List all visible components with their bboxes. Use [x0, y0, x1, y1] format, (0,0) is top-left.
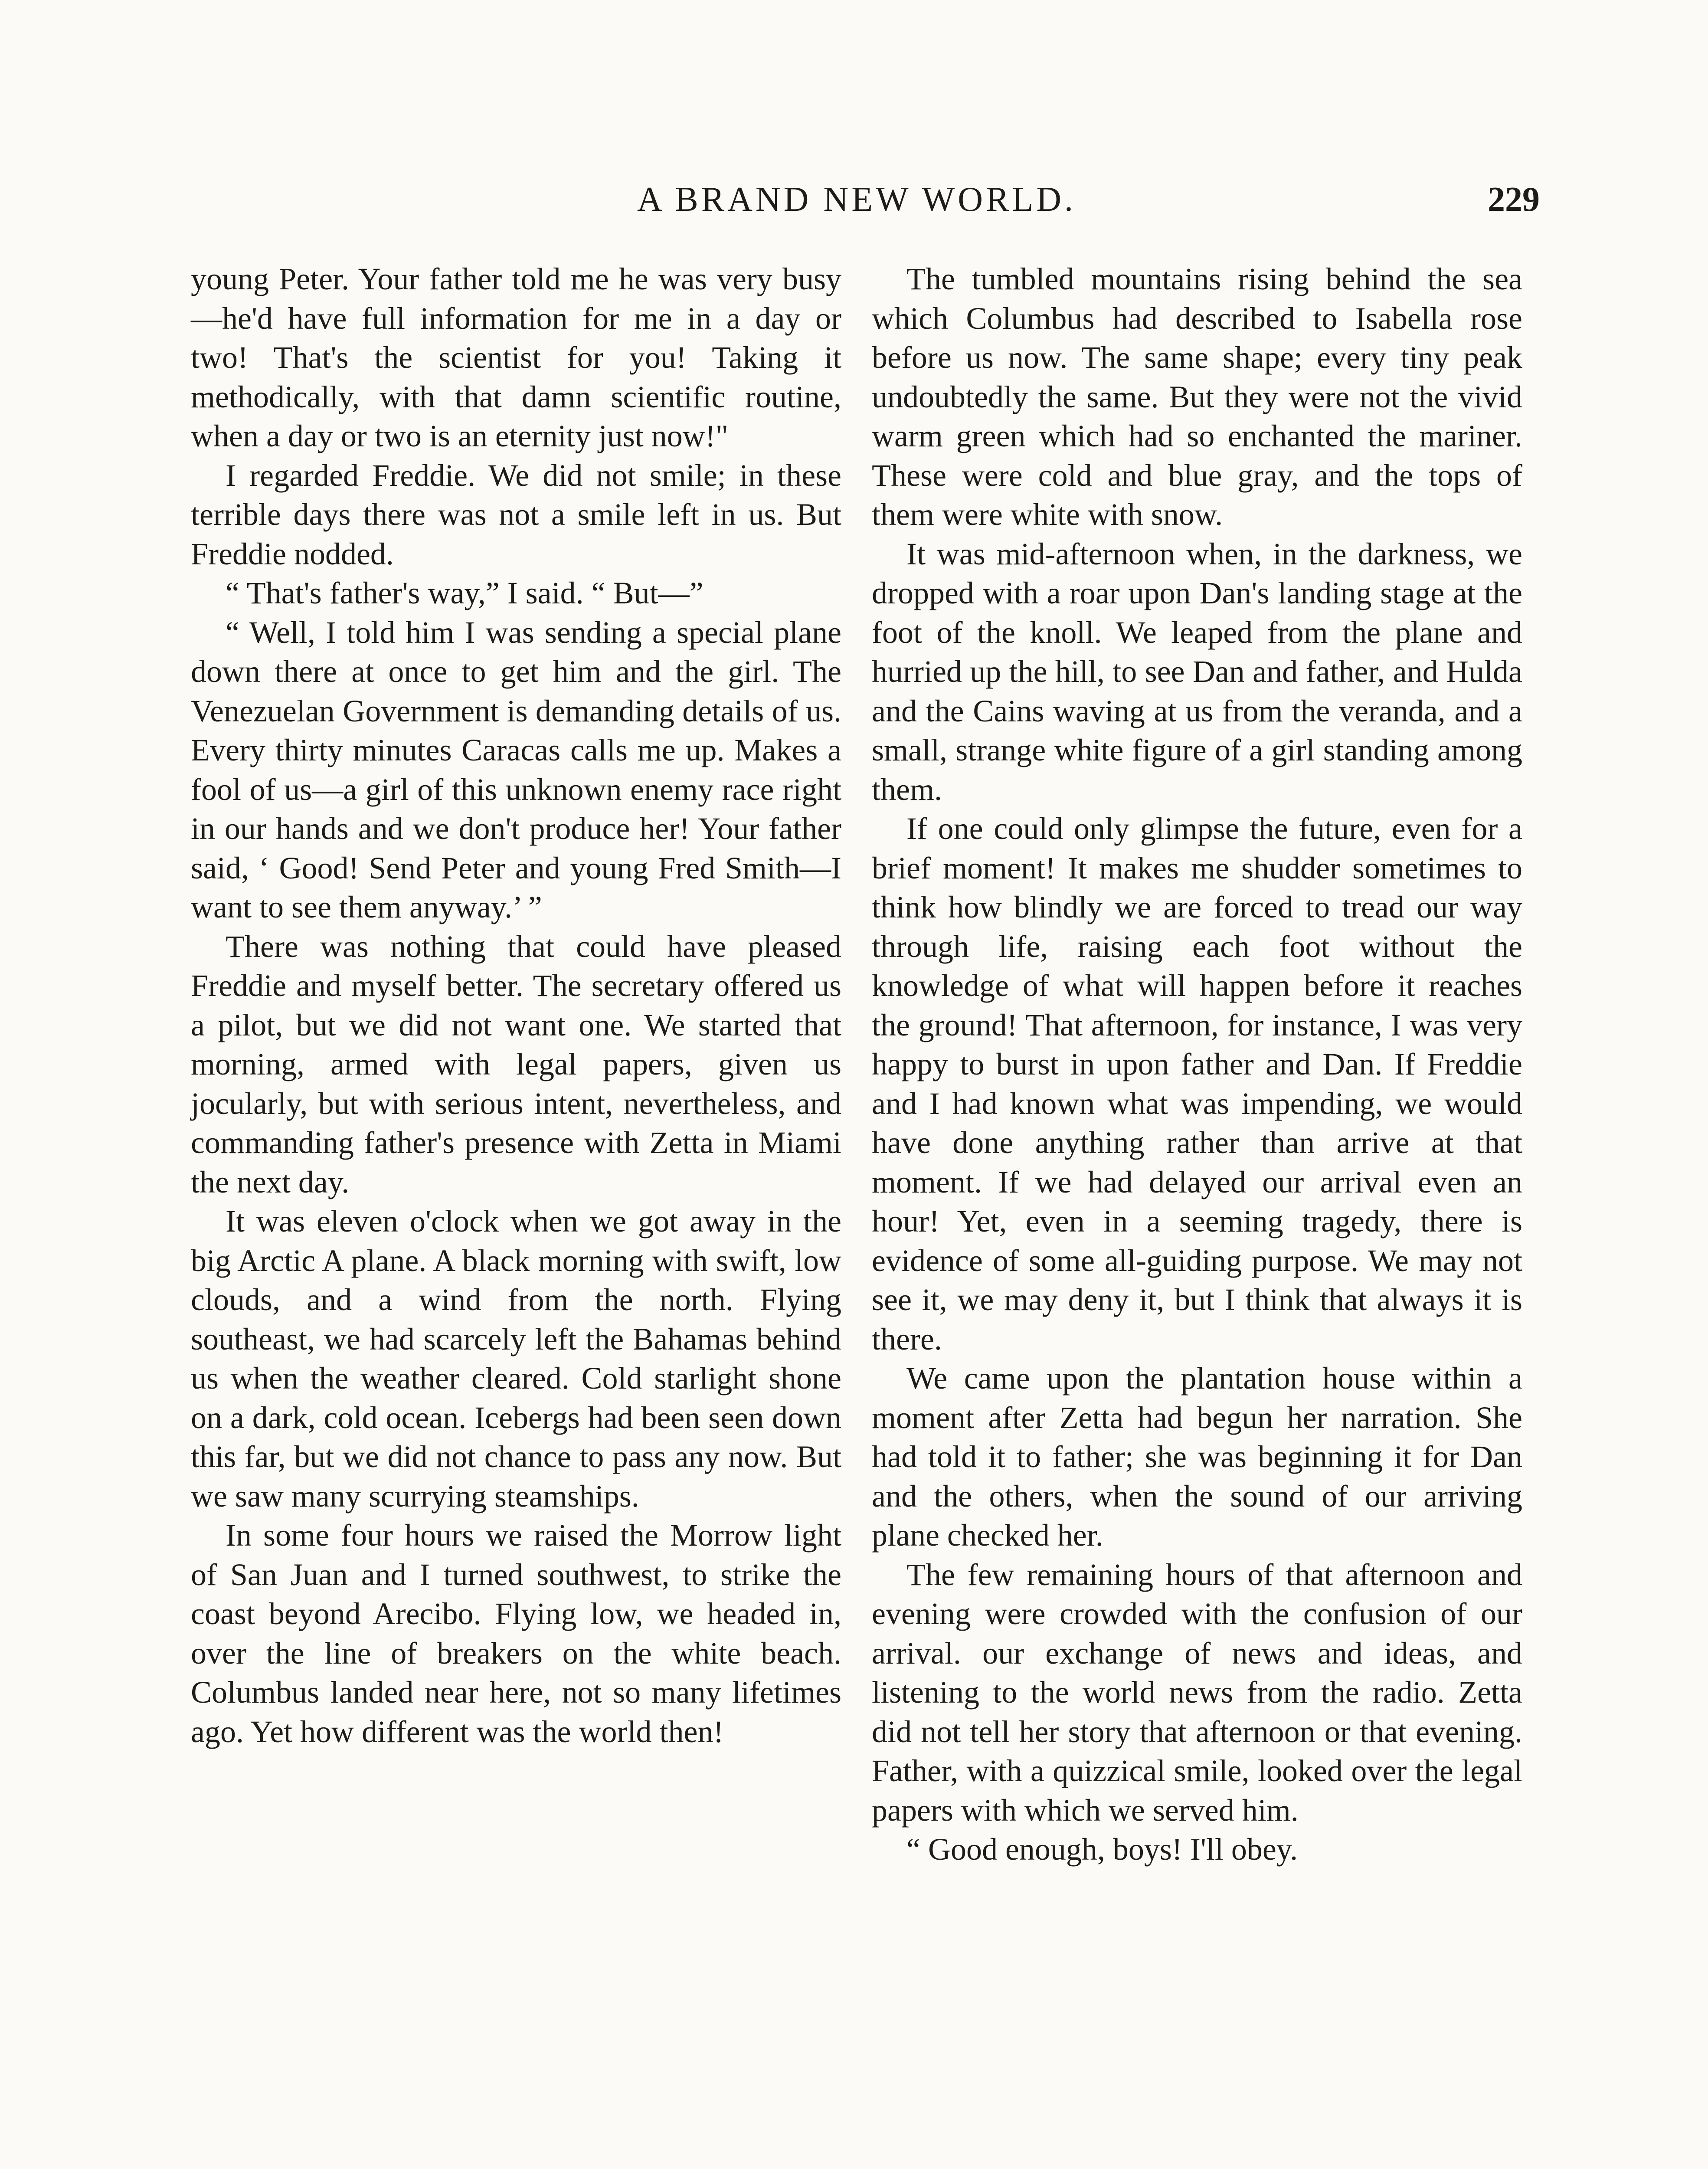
- paragraph: We came upon the plantation house within a moment after Zetta had begun her narration. She had told it to father; she was beginning it for Dan and the others, when the sound of our arriving plane checked her.: [872, 1361, 1522, 1553]
- paragraph: The tumbled mountains rising behind the sea which Columbus had described to Isabella rose before us now. The same shape; every tiny peak undoubtedly the same. But they were not the vivid warm green which had so enchanted the mariner. These were cold and blue gray, and the tops of them were white with snow.: [872, 262, 1522, 532]
- paragraph: “ That's father's way,” I said. “ But—”: [226, 576, 703, 610]
- paragraph: I regarded Freddie. We did not smile; in these terrible days there was not a smile left in us. But Freddie nodded.: [191, 458, 841, 571]
- paragraph: “ Well, I told him I was sending a special plane down there at once to get him and the girl. The Venezuelan Government is demanding details of us. Every thirty minutes Caracas calls me up. Makes a fool of us—a girl of this unknown enemy race right in our hands and we don't produce her! Your father said, ‘ Good! Send Peter and young Fred Smith—I want to see them anyway.’ ”: [191, 615, 841, 924]
- text-column-right: [872, 259, 1522, 1869]
- paragraph: It was eleven o'clock when we got away in the big Arctic A plane. A black morning with swift, low clouds, and a wind from the north. Flying southeast, we had scarcely left the Bahamas behind us when the weather cleared. Cold starlight shone on a dark, cold ocean. Icebergs had been seen down this far, but we did not chance to pass any now. But we saw many scurrying steamships.: [191, 1204, 841, 1514]
- paragraph: It was mid-afternoon when, in the darkness, we dropped with a roar upon Dan's landing stage at the foot of the knoll. We leaped from the plane and hurried up the hill, to see Dan and father, and Hulda and the Cains waving at us from the veranda, and a small, strange white figure of a girl standing among them.: [872, 536, 1522, 807]
- paragraph: There was nothing that could have pleased Freddie and myself better. The secretary offered us a pilot, but we did not want one. We started that morning, armed with legal papers, given us jocularly, but with serious intent, nevertheless, and commanding father's presence with Zetta in Miami the next day.: [191, 929, 841, 1199]
- paragraph: The few remaining hours of that afternoon and evening were crowded with the confusion of our arrival. our exchange of news and ideas, and listening to the world news from the radio. Zetta did not tell her story that afternoon or that evening. Father, with a quizzical smile, looked over the legal papers with which we served him.: [872, 1557, 1522, 1828]
- paragraph: In some four hours we raised the Morrow light of San Juan and I turned southwest, to strike the coast beyond Arecibo. Flying low, we headed in, over the line of breakers on the white beach. Columbus landed near here, not so many lifetimes ago. Yet how different was the world then!: [191, 1518, 841, 1749]
- paragraph: If one could only glimpse the future, even for a brief moment! It makes me shudder sometimes to think how blindly we are forced to tread our way through life, raising each foot without the knowledge of what will happen before it reaches the ground! That afternoon, for instance, I was very happy to burst in upon father and Dan. If Freddie and I had known what was impending, we would have done anything rather than arrive at that moment. If we had delayed our arrival even an hour! Yet, even in a seeming tragedy, there is evidence of some all-guiding purpose. We may not see it, we may deny it, but I think that always it is there.: [872, 811, 1522, 1356]
- page-number: 229: [1488, 180, 1540, 219]
- page-header: [173, 171, 1540, 228]
- text-column-left: [191, 259, 841, 1751]
- running-title: A BRAND NEW WORLD.: [637, 180, 1076, 219]
- paragraph: young Peter. Your father told me he was very busy—he'd have full information for me in a day or two! That's the scientist for you! Taking it methodically, with that damn scientific routine, when a day or two is an eternity just now!": [191, 262, 841, 453]
- paragraph: “ Good enough, boys! I'll obey.: [906, 1832, 1298, 1867]
